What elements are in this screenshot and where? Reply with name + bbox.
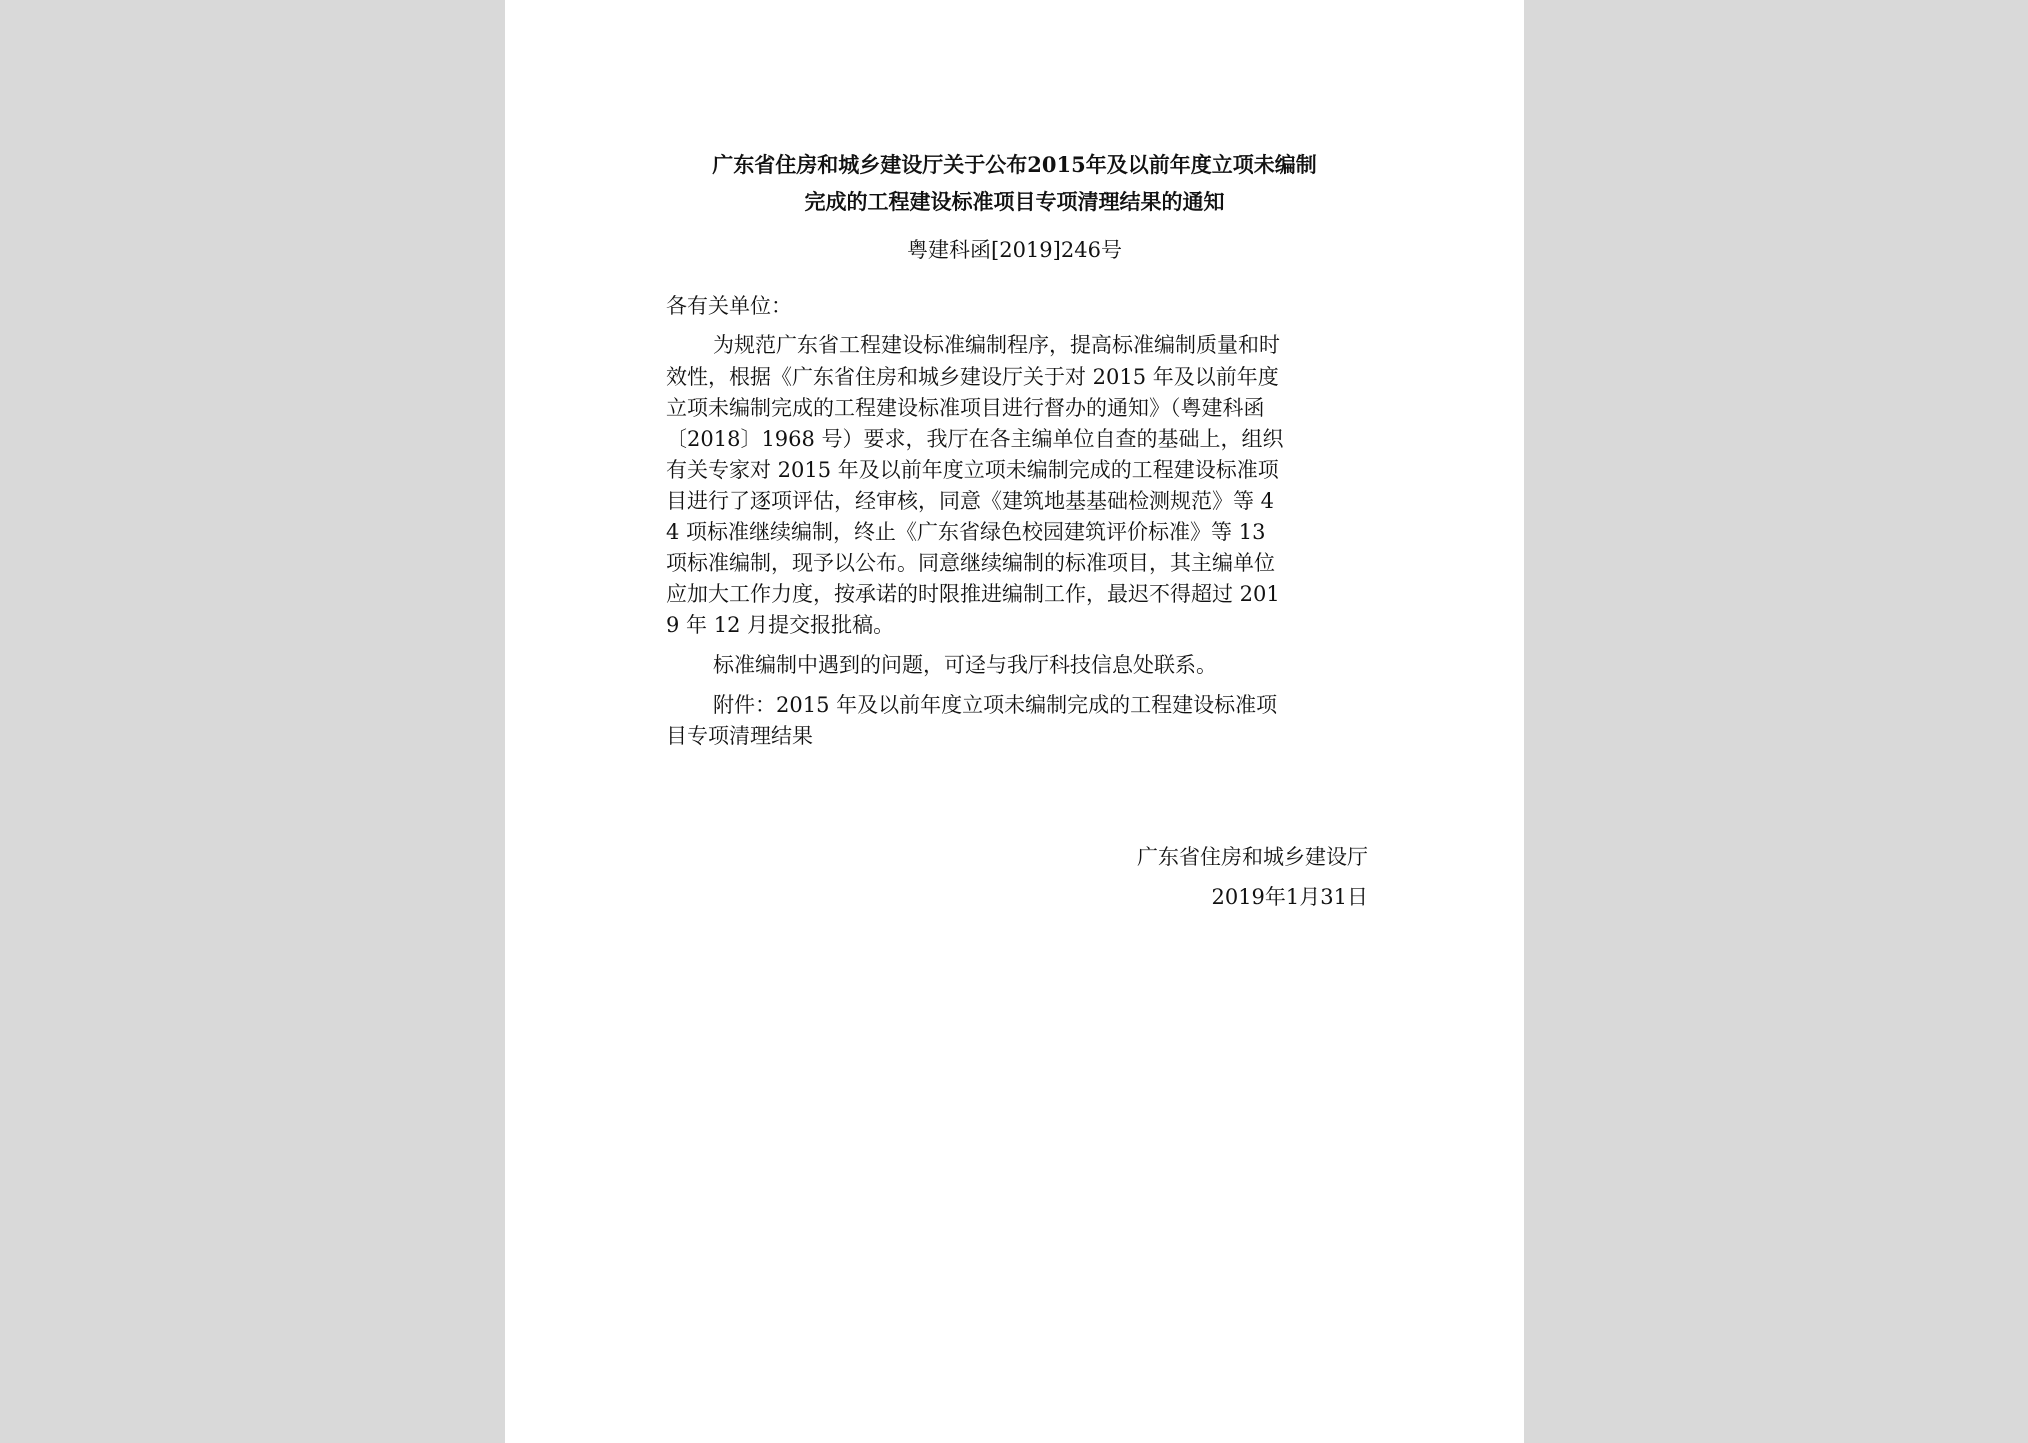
body-line-5: 有关专家对 2015 年及以前年度立项未编制完成的工程建设标准项 — [666, 458, 1279, 482]
body-line-6: 目进行了逐项评估，经审核，同意《建筑地基基础检测规范》等 4 — [666, 489, 1275, 513]
document-title — [505, 146, 1524, 220]
salutation: 各有关单位： — [666, 294, 792, 318]
body-line-9: 应加大工作力度，按承诺的时限推进编制工作，最迟不得超过 201 — [666, 582, 1280, 606]
title-line-2: 完成的工程建设标准项目专项清理结果的通知 — [804, 189, 1225, 214]
body-line-10: 9 年 12 月提交报批稿。 — [666, 613, 895, 637]
body-line-4: 〔2018〕1968 号）要求，我厅在各主编单位自查的基础上，组织 — [666, 427, 1284, 451]
title-line-1: 广东省住房和城乡建设厅关于公布2015年及以前年度立项未编制 — [712, 152, 1317, 177]
body-line-1: 为规范广东省工程建设标准编制程序，提高标准编制质量和时 — [713, 333, 1280, 357]
document-page — [505, 0, 1524, 1443]
attachment-line-1: 附件：2015 年及以前年度立项未编制完成的工程建设标准项 — [713, 693, 1278, 717]
signature-issuer: 广东省住房和城乡建设厅 — [1137, 845, 1368, 869]
body-line-7: 4 项标准继续编制，终止《广东省绿色校园建筑评价标准》等 13 — [666, 520, 1266, 544]
paragraph-2: 标准编制中遇到的问题，可迳与我厅科技信息处联系。 — [713, 653, 1217, 677]
attachment-line-2: 目专项清理结果 — [666, 724, 813, 748]
body-line-8: 项标准编制，现予以公布。同意继续编制的标准项目，其主编单位 — [666, 551, 1275, 575]
body-line-2: 效性，根据《广东省住房和城乡建设厅关于对 2015 年及以前年度 — [666, 365, 1279, 389]
signature-date: 2019年1月31日 — [1211, 885, 1368, 909]
body-line-3: 立项未编制完成的工程建设标准项目进行督办的通知》（粤建科函 — [666, 396, 1265, 420]
document-number: 粤建科函[2019]246号 — [907, 238, 1122, 262]
